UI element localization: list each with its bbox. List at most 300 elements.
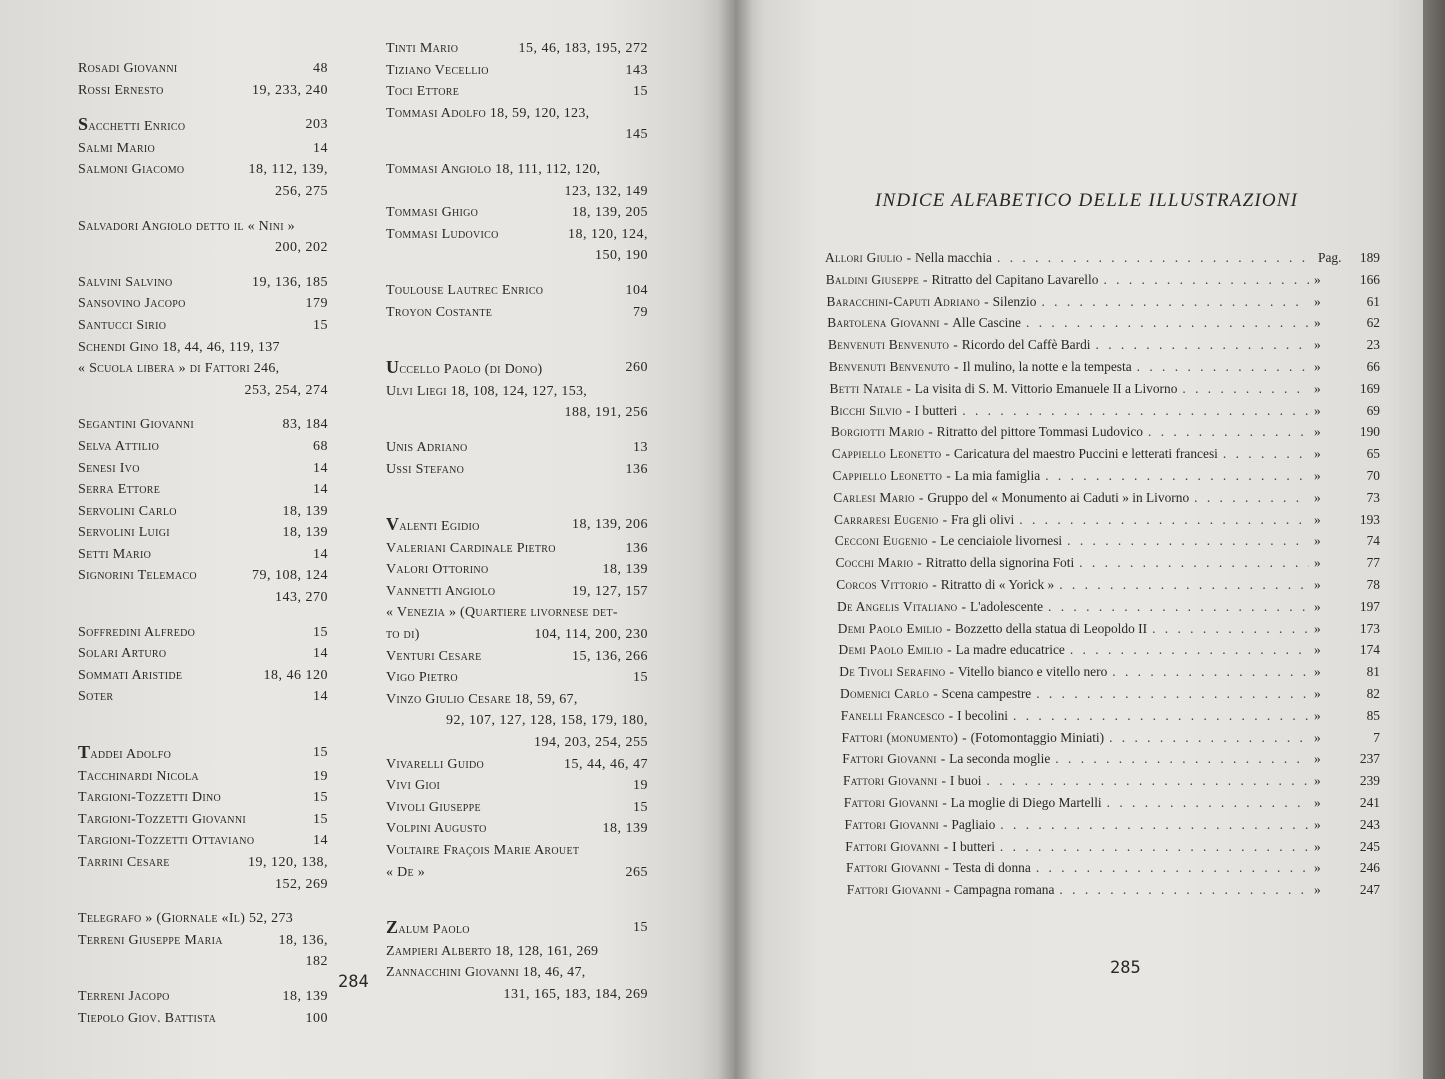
illustration-entry [825, 487, 1380, 509]
leader-dots [1059, 879, 1309, 901]
illustration-artist: Demi Paolo Emilio [838, 642, 944, 658]
entry-name: Tinti Mario [386, 41, 459, 56]
illustration-entry [825, 334, 1380, 356]
entry-pages: 18, 139 [282, 988, 328, 1004]
entry-name: Targioni-Tozzetti Giovanni [78, 811, 246, 827]
illustration-artist: Fattori Giovanni [843, 773, 938, 789]
entry-pages: 136 [625, 540, 648, 556]
entry-dash: - [906, 380, 911, 396]
entry-name: Valeriani Cardinale Pietro [386, 540, 556, 556]
illustration-artist: Fattori Giovanni [845, 838, 940, 854]
illustration-title: Scena campestre [941, 685, 1032, 701]
leader-dots [1000, 814, 1309, 836]
illustration-page: 247 [1359, 882, 1380, 898]
illustration-title: Ritratto del pittore Tommasi Ludovico [936, 424, 1143, 440]
page-marker: » [1314, 838, 1321, 854]
entry-pages: 14 [313, 460, 328, 476]
entry-pages: 18, 46 120 [263, 667, 328, 683]
illustration-page: 77 [1366, 555, 1380, 571]
leader-dots [1148, 421, 1309, 443]
entry-dash: - [918, 489, 924, 505]
illustration-title: I butteri [952, 838, 995, 854]
page-number-right: 285 [1110, 958, 1141, 978]
illustration-artist: De Tivoli Serafino [839, 664, 946, 680]
illustration-artist: Baldini Giuseppe [825, 271, 919, 287]
illustration-title: I butteri [914, 402, 958, 418]
index-column-2 [386, 38, 648, 1006]
entry-dash: - [906, 402, 911, 418]
page-marker: » [1314, 882, 1321, 898]
leader-dots [1137, 356, 1309, 378]
entry-pages: 19 [313, 768, 328, 784]
illustration-artist: Domenici Carlo [840, 685, 930, 701]
index-entry [386, 302, 648, 324]
illustration-artist: Fanelli Francesco [840, 707, 945, 723]
illustration-title: Le cenciaiole livornesi [940, 533, 1063, 549]
entry-name: Terreni Giuseppe Maria [78, 932, 223, 948]
entry-name: Toci Ettore [386, 84, 460, 100]
illustration-entry [825, 465, 1380, 487]
illustration-page: 65 [1366, 446, 1380, 462]
entry-pages: 14 [313, 833, 328, 849]
entry-pages-continued: 152, 269 [275, 876, 328, 892]
leader-dots [1036, 857, 1309, 879]
entry-name: Zampieri Alberto 18, 128, 161, 269 [386, 943, 599, 959]
illustration-page: 166 [1359, 271, 1380, 287]
entry-name: Zannacchini Giovanni 18, 46, 47, [386, 965, 586, 981]
entry-name: Tommasi Ghigo [386, 205, 479, 221]
entry-pages: 136 [625, 461, 648, 477]
illustration-page: 7 [1373, 729, 1380, 745]
index-entry [78, 216, 328, 259]
entry-dash: - [946, 467, 951, 483]
entry-pages: 15 [633, 920, 648, 936]
page-marker: » [1314, 533, 1321, 549]
illustration-entry [825, 836, 1380, 858]
index-entry [78, 414, 328, 436]
index-entry [386, 667, 648, 689]
illustration-artist: Betti Natale [829, 380, 903, 396]
index-entry [78, 742, 328, 766]
book-cover-edge [1423, 0, 1445, 1079]
entry-pages: 18, 139, 206 [572, 517, 648, 533]
index-entry [386, 81, 648, 103]
entry-name: Salvadori Angiolo detto il « Nini » [78, 218, 295, 234]
entry-dash: - [953, 337, 958, 353]
entry-dash: - [923, 271, 928, 287]
entry-dash: - [943, 315, 949, 331]
index-entry [386, 538, 648, 560]
entry-dash: - [943, 838, 949, 854]
page-marker: » [1314, 860, 1321, 876]
entry-name: Tommasi Ludovico [386, 226, 499, 242]
leader-dots [1194, 487, 1309, 509]
entry-name: Telegrafo » (Giornale «Il) 52, 273 [78, 911, 294, 927]
entry-pages-continued: 131, 165, 183, 184, 269 [503, 986, 648, 1002]
entry-name: Valori Ottorino [386, 562, 489, 578]
illustration-artist: Cocchi Mario [835, 555, 914, 571]
page-marker: » [1314, 707, 1321, 723]
page-marker: » [1314, 729, 1321, 745]
entry-pages: 18, 139 [602, 562, 648, 578]
illustration-artist: Corcos Vittorio [836, 576, 929, 592]
illustration-artist: Carraresi Eugenio [834, 511, 939, 527]
entry-name: Terreni Jacopo [78, 988, 170, 1004]
index-entry [386, 202, 648, 224]
entry-name: Rossi Ernesto [78, 82, 164, 98]
illustration-entry [825, 705, 1380, 727]
entry-pages: 18, 112, 139, [248, 162, 328, 178]
entry-pages: 19, 136, 185 [252, 274, 328, 290]
illustration-page: 190 [1359, 424, 1380, 440]
page-marker: » [1314, 511, 1321, 527]
index-entry [78, 787, 328, 809]
index-entry [78, 665, 328, 687]
leader-dots [1055, 748, 1309, 770]
page-marker: » [1314, 555, 1321, 571]
entry-pages: 15 [633, 799, 648, 815]
entry-name: Taddei Adolfo [78, 742, 172, 763]
entry-pages: 83, 184 [282, 417, 328, 433]
entry-name: Vivoli Giuseppe [386, 799, 481, 815]
illustration-entry [825, 400, 1380, 422]
leader-dots [962, 400, 1309, 422]
leader-dots [1036, 683, 1309, 705]
index-entry [78, 522, 328, 544]
illustration-title: Fra gli olivi [951, 511, 1015, 527]
leader-dots [1000, 836, 1309, 858]
illustration-artist: Bartolena Giovanni [827, 315, 940, 331]
entry-pages: 19, 233, 240 [252, 82, 328, 98]
entry-name: Vinzo Giulio Cesare 18, 59, 67, [386, 691, 578, 707]
entry-name: Sommati Aristide [78, 667, 183, 683]
index-entry [78, 114, 328, 138]
leader-dots [1112, 661, 1309, 683]
entry-name: Sacchetti Enrico [78, 114, 186, 135]
entry-pages: 19, 127, 157 [572, 583, 648, 599]
illustration-entry [825, 247, 1380, 269]
entry-name: Salvini Salvino [78, 274, 173, 290]
entry-pages: 18, 139, 205 [572, 205, 648, 221]
entry-name: Soter [78, 689, 114, 705]
entry-name: Servolini Carlo [78, 503, 177, 519]
leader-dots [997, 247, 1313, 269]
page-marker: » [1314, 337, 1321, 353]
index-entry [78, 622, 328, 644]
entry-name: Serra Ettore [78, 482, 161, 498]
index-entry [386, 754, 648, 776]
page-marker: » [1314, 489, 1321, 505]
index-entry [78, 436, 328, 458]
entry-name: Tommasi Adolfo 18, 59, 120, 123, [386, 105, 590, 121]
illustration-title: (Fotomontaggio Miniati) [970, 729, 1105, 745]
illustration-entry [825, 814, 1380, 836]
illustration-entry [825, 748, 1380, 770]
entry-pages: 104 [625, 282, 648, 298]
page-marker: » [1314, 358, 1321, 374]
entry-name: Tommasi Angiolo 18, 111, 112, 120, [386, 161, 601, 177]
illustration-page: 74 [1366, 533, 1380, 549]
index-entry [386, 514, 648, 538]
page-marker: » [1314, 751, 1321, 767]
entry-name: Salmoni Giacomo [78, 162, 185, 178]
illustration-page: 243 [1359, 816, 1380, 832]
illustration-page: 174 [1359, 642, 1380, 658]
entry-name: Targioni-Tozzetti Ottaviano [78, 833, 255, 849]
illustration-entry [825, 857, 1380, 879]
illustration-artist: Cappiello Leonetto [832, 467, 943, 483]
entry-pages: 18, 139 [602, 821, 648, 837]
illustration-entry [825, 618, 1380, 640]
illustration-title: Ritratto del Capitano Lavarello [931, 271, 1099, 287]
page-marker: » [1314, 598, 1321, 614]
illustration-artist: Benvenuti Benvenuto [828, 358, 950, 374]
entry-pages-continued: 253, 254, 274 [244, 382, 328, 398]
entry-name: Tiepolo Giov. Battista [78, 1010, 217, 1026]
index-entry [78, 159, 328, 202]
index-entry [78, 458, 328, 480]
illustration-page: 66 [1366, 358, 1380, 374]
index-entry [386, 840, 648, 862]
entry-pages-continued: 92, 107, 127, 128, 158, 179, 180, [446, 713, 648, 729]
leader-dots [1109, 727, 1309, 749]
illustration-artist: Allori Giulio [825, 250, 903, 265]
page-marker: » [1314, 664, 1321, 680]
entry-pages: 19, 120, 138, [248, 855, 328, 870]
leader-dots [1026, 312, 1309, 334]
index-entry [386, 818, 648, 840]
illustration-page: 69 [1366, 402, 1380, 418]
entry-pages: 14 [313, 482, 328, 498]
illustration-page: 169 [1359, 380, 1380, 396]
entry-pages: 15 [313, 624, 328, 640]
index-entry [386, 357, 648, 381]
index-entry [386, 775, 648, 797]
leader-dots [1107, 792, 1309, 814]
entry-pages: 19 [633, 778, 648, 794]
entry-dash: - [942, 816, 948, 832]
index-column-1 [78, 58, 328, 1029]
entry-pages: 14 [313, 689, 328, 705]
illustration-title: La madre educatrice [955, 642, 1065, 658]
illustration-title: Il mulino, la notte e la tempesta [962, 358, 1132, 374]
entry-pages: 15, 44, 46, 47 [564, 756, 648, 772]
illustration-page: 189 [1359, 250, 1380, 265]
entry-name: Uccello Paolo (di Dono) [386, 357, 543, 378]
illustration-page: 241 [1359, 794, 1380, 810]
index-entry [386, 60, 648, 82]
entry-pages-continued: 150, 190 [595, 248, 648, 264]
index-entry [386, 602, 648, 624]
entry-pages-continued: 145 [625, 127, 648, 143]
entry-name: Vivarelli Guido [386, 756, 485, 772]
page-marker: Pag. [1318, 250, 1342, 265]
entry-name: Soffredini Alfredo [78, 624, 196, 640]
entry-pages: 13 [633, 439, 648, 455]
page-marker: » [1314, 467, 1321, 483]
illustration-entry [825, 530, 1380, 552]
leader-dots [1223, 443, 1309, 465]
illustration-page: 73 [1366, 489, 1380, 505]
index-entry [78, 986, 328, 1008]
leader-dots [1096, 334, 1310, 356]
index-entry [78, 565, 328, 608]
page-marker: » [1314, 424, 1321, 440]
page-marker: » [1314, 402, 1321, 418]
index-entry [386, 559, 648, 581]
illustration-artist: Fattori Giovanni [846, 860, 941, 876]
entry-dash: - [906, 250, 912, 265]
page-marker: » [1314, 446, 1321, 462]
entry-dash: - [949, 664, 954, 680]
illustration-title: Ritratto della signorina Foti [925, 555, 1075, 571]
illustration-entry [825, 443, 1380, 465]
entry-dash: - [944, 860, 949, 876]
entry-name: Volpini Augusto [386, 821, 487, 837]
illustration-page: 246 [1359, 860, 1380, 876]
entry-pages: 48 [313, 61, 328, 76]
entry-pages: 15 [313, 811, 328, 827]
page-marker: » [1314, 380, 1321, 396]
entry-pages: 15 [633, 84, 648, 100]
illustration-title: Alle Cascine [952, 315, 1021, 331]
index-entry [386, 962, 648, 1005]
index-entry [78, 852, 328, 895]
index-entry [386, 103, 648, 146]
illustration-entry [825, 421, 1380, 443]
illustration-title: La moglie di Diego Martelli [950, 794, 1102, 810]
illustration-artist: Benvenuti Benvenuto [828, 337, 950, 353]
illustration-artist: Cappiello Leonetto [831, 446, 942, 462]
index-entry [386, 689, 648, 732]
entry-pages: 15 [313, 317, 328, 333]
index-entry [386, 624, 648, 646]
entry-dash: - [946, 620, 951, 636]
page-marker: » [1314, 315, 1321, 331]
illustration-title: Testa di donna [952, 860, 1031, 876]
illustration-title: I becolini [957, 707, 1009, 723]
index-entry [386, 941, 648, 963]
illustrations-list [825, 247, 1380, 901]
entry-pages: 100 [305, 1010, 328, 1026]
entry-dash: - [931, 533, 937, 549]
index-entry [78, 766, 328, 788]
entry-name: Servolini Luigi [78, 525, 170, 541]
entry-name: Vivi Gioi [386, 778, 441, 794]
index-entry [386, 917, 648, 941]
entry-name: Segantini Giovanni [78, 417, 195, 433]
index-entry [78, 809, 328, 831]
entry-dash: - [948, 707, 954, 723]
illustration-artist: Borgiotti Mario [831, 424, 925, 440]
entry-pages-continued: 200, 202 [275, 240, 328, 256]
illustration-title: Ritratto di « Yorick » [940, 576, 1055, 592]
entry-pages-continued: 123, 132, 149 [564, 183, 648, 199]
index-entry [78, 138, 328, 160]
illustration-entry [825, 661, 1380, 683]
leader-dots [987, 770, 1309, 792]
entry-name: Setti Mario [78, 546, 152, 562]
entry-pages: 143 [625, 62, 648, 78]
illustration-entry [825, 269, 1380, 291]
entry-pages: 14 [313, 646, 328, 662]
index-entry [386, 159, 648, 202]
illustration-artist: Fattori Giovanni [843, 794, 939, 810]
illustration-title: L'adolescente [969, 598, 1044, 614]
page-marker: » [1314, 271, 1321, 287]
index-entry [78, 1008, 328, 1030]
illustration-title: Nella macchia [915, 250, 992, 265]
index-entry [78, 358, 328, 401]
index-entry [386, 224, 648, 267]
entry-dash: - [917, 555, 922, 571]
illustration-entry [825, 312, 1380, 334]
index-entry [78, 830, 328, 852]
entry-pages: 18, 136, [278, 932, 328, 948]
entry-dash: - [932, 576, 937, 592]
page-marker: » [1314, 773, 1321, 789]
entry-name: Sansovino Jacopo [78, 296, 186, 312]
entry-name: Voltaire Fraçois Marie Arouet [386, 843, 580, 858]
illustration-entry [825, 683, 1380, 705]
entry-pages: 14 [313, 546, 328, 562]
illustration-page: 245 [1359, 838, 1380, 854]
page-marker: » [1314, 816, 1321, 832]
entry-name: Ussi Stefano [386, 461, 465, 477]
index-entry [78, 908, 328, 930]
leader-dots [1041, 291, 1309, 313]
index-entry [78, 479, 328, 501]
illustration-artist: De Angelis Vitaliano [837, 598, 958, 614]
entry-dash: - [942, 511, 948, 527]
entry-pages: 18, 139 [282, 525, 328, 541]
entry-pages: 179 [305, 296, 328, 312]
entry-name: Tarrini Cesare [78, 855, 170, 870]
page-marker: » [1314, 794, 1321, 810]
illustration-artist: Fattori Giovanni [844, 816, 939, 832]
page-marker: » [1314, 620, 1321, 636]
entry-dash: - [933, 685, 938, 701]
entry-name: Santucci Sirio [78, 317, 167, 333]
illustration-page: 81 [1366, 664, 1380, 680]
illustration-entry [825, 639, 1380, 661]
entry-pages: 68 [313, 438, 328, 454]
entry-name: Zalum Paolo [386, 917, 470, 938]
entry-pages: 18, 139 [282, 503, 328, 519]
illustration-page: 61 [1366, 293, 1380, 309]
entry-pages: 265 [625, 864, 648, 880]
entry-name: « Scuola libera » di Fattori 246, [78, 361, 280, 377]
illustration-entry [825, 291, 1380, 313]
entry-pages: 260 [625, 360, 648, 376]
illustration-title: Gruppo del « Monumento ai Caduti » in Livorno [927, 489, 1190, 505]
illustration-page: 70 [1366, 467, 1380, 483]
illustration-page: 193 [1359, 511, 1380, 527]
entry-pages: 203 [305, 117, 328, 133]
illustration-title: Campagna romana [953, 882, 1055, 898]
illustration-artist: Cecconi Eugenio [834, 533, 928, 549]
leader-dots [1152, 618, 1309, 640]
index-entry [78, 686, 328, 708]
index-entry [386, 38, 648, 60]
illustration-title: Caricatura del maestro Puccini e letterati francesi [953, 446, 1218, 462]
index-entry [78, 501, 328, 523]
illustration-artist: Demi Paolo Emilio [837, 620, 943, 636]
index-entry [78, 930, 328, 973]
leader-dots [1045, 465, 1309, 487]
leader-dots [1048, 596, 1309, 618]
illustration-entry [825, 552, 1380, 574]
